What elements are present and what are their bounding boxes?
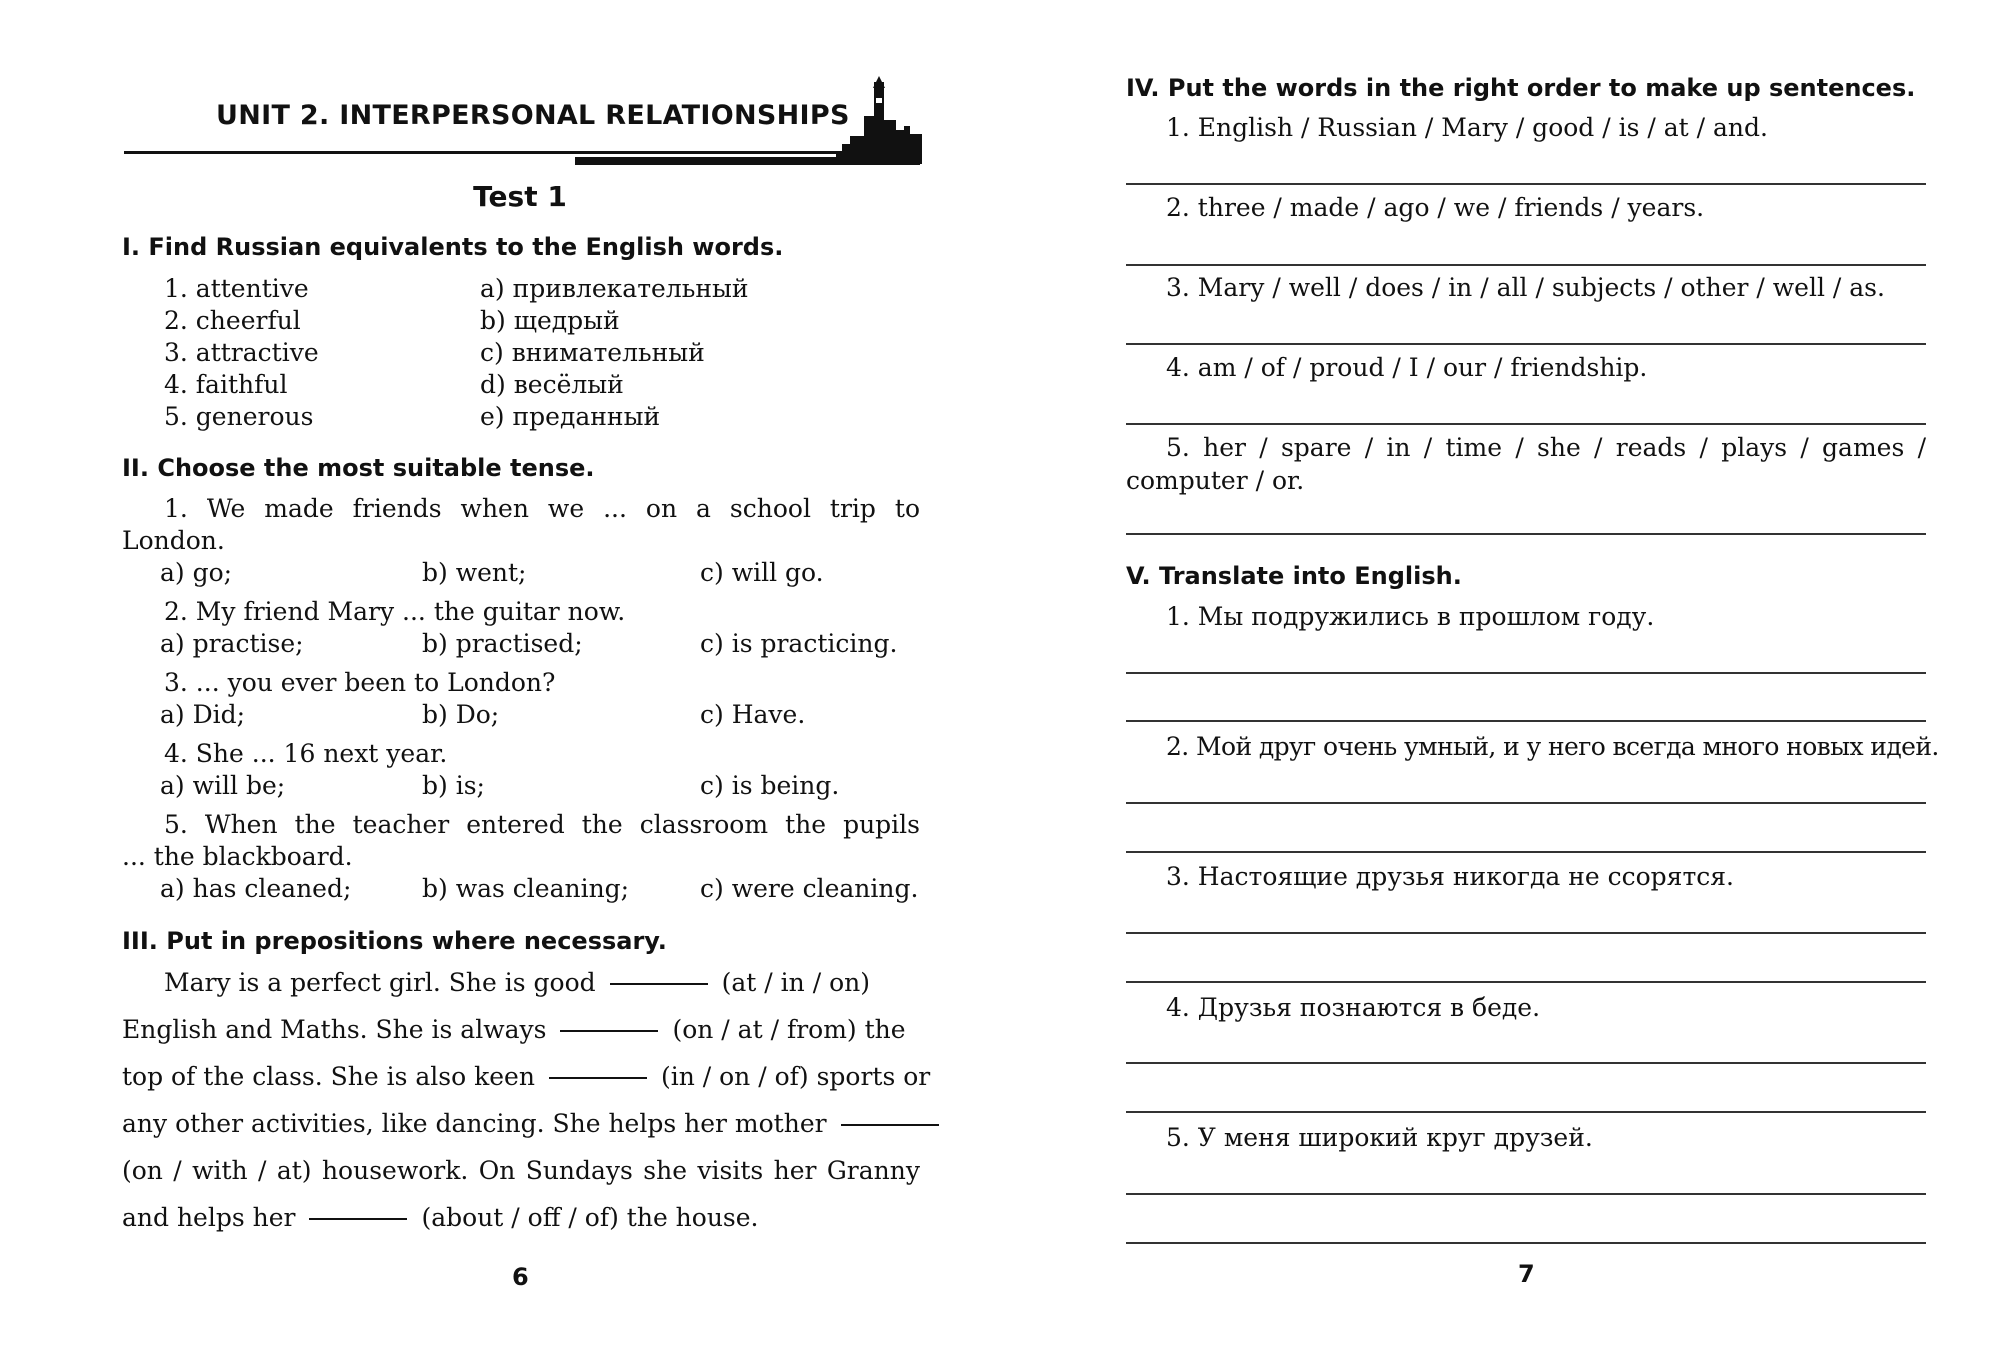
answer-line[interactable] — [1126, 183, 1926, 185]
paragraph-text: (on / with / at) housework. On Sundays she visits her Granny — [122, 1156, 920, 1185]
unit-title: UNIT 2. INTERPERSONAL RELATIONSHIPS — [216, 100, 850, 131]
answer-option: a) Did; — [160, 700, 246, 729]
answer-option: c) is being. — [700, 771, 840, 800]
answer-line[interactable] — [1126, 720, 1926, 722]
translate-item: 1. Мы подружились в прошлом году. — [1166, 602, 1655, 631]
section-3-heading: III. Put in prepositions where necessary. — [122, 927, 667, 955]
word-order-item: 2. three / made / ago / we / friends / years. — [1166, 193, 1705, 222]
fill-in-blank[interactable] — [610, 982, 708, 985]
question-text: 1. We made friends when we ... on a school trip to — [164, 494, 920, 523]
paragraph-text — [122, 1203, 759, 1232]
question-text: 4. She ... 16 next year. — [164, 739, 448, 768]
answer-line[interactable] — [1126, 1111, 1926, 1113]
paragraph-text — [122, 1109, 953, 1138]
paragraph-text — [164, 968, 870, 997]
header-rule-thin — [124, 151, 920, 154]
section-2-heading: II. Choose the most suitable tense. — [122, 454, 595, 482]
russian-equivalent: c) внимательный — [480, 338, 705, 367]
question-text: London. — [122, 526, 225, 555]
word-order-item: 4. am / of / proud / I / our / friendship. — [1166, 353, 1648, 382]
paragraph-fragment: any other activities, like dancing. She helps her mother — [122, 1109, 827, 1138]
translate-item: 4. Друзья познаются в беде. — [1166, 993, 1541, 1022]
answer-line[interactable] — [1126, 932, 1926, 934]
question-text: 5. When the teacher entered the classroom the pupils — [164, 810, 920, 839]
english-word: 5. generous — [164, 402, 314, 431]
answer-option: c) will go. — [700, 558, 824, 587]
russian-equivalent: e) преданный — [480, 402, 661, 431]
paragraph-text — [122, 1015, 906, 1044]
paragraph-text — [122, 1062, 930, 1091]
russian-equivalent: a) привлекательный — [480, 274, 749, 303]
section-5-heading: V. Translate into English. — [1126, 562, 1462, 590]
paragraph-fragment: Mary is a perfect girl. She is good — [164, 968, 596, 997]
translate-item: 5. У меня широкий круг друзей. — [1166, 1123, 1593, 1152]
answer-line[interactable] — [1126, 851, 1926, 853]
answer-option: a) will be; — [160, 771, 286, 800]
answer-line[interactable] — [1126, 981, 1926, 983]
question-text: 3. ... you ever been to London? — [164, 668, 556, 697]
preposition-choices: (in / on / of) sports or — [660, 1062, 931, 1091]
answer-option: b) went; — [422, 558, 527, 587]
page-number: 7 — [1518, 1260, 1535, 1288]
paragraph-fragment: English and Maths. She is always — [122, 1015, 547, 1044]
paragraph-fragment: and helps her — [122, 1203, 296, 1232]
english-word: 2. cheerful — [164, 306, 301, 335]
question-text: 2. My friend Mary ... the guitar now. — [164, 597, 626, 626]
answer-line[interactable] — [1126, 264, 1926, 266]
preposition-choices: (on / at / from) the — [672, 1015, 906, 1044]
word-order-item: 1. English / Russian / Mary / good / is / at / and. — [1166, 113, 1768, 142]
answer-line[interactable] — [1126, 1193, 1926, 1195]
fill-in-blank[interactable] — [560, 1029, 658, 1032]
answer-line[interactable] — [1126, 1242, 1926, 1244]
page-number: 6 — [512, 1263, 529, 1291]
answer-line[interactable] — [1126, 423, 1926, 425]
russian-equivalent: d) весёлый — [480, 370, 624, 399]
answer-option: b) Do; — [422, 700, 500, 729]
answer-option: b) is; — [422, 771, 485, 800]
answer-line[interactable] — [1126, 672, 1926, 674]
word-order-item: computer / or. — [1126, 466, 1305, 495]
answer-line[interactable] — [1126, 1062, 1926, 1064]
translate-item: 3. Настоящие друзья никогда не ссорятся. — [1166, 862, 1735, 891]
preposition-choices: (at / in / on) — [721, 968, 870, 997]
russian-equivalent: b) щедрый — [480, 306, 620, 335]
paragraph-fragment: top of the class. She is also keen — [122, 1062, 535, 1091]
right-page — [1000, 0, 2000, 1370]
answer-option: a) practise; — [160, 629, 304, 658]
translate-item: 2. Мой друг очень умный, и у него всегда много новых идей. — [1166, 732, 1939, 761]
answer-line[interactable] — [1126, 802, 1926, 804]
answer-option: b) practised; — [422, 629, 583, 658]
fill-in-blank[interactable] — [309, 1217, 407, 1220]
answer-option: c) is practicing. — [700, 629, 898, 658]
english-word: 4. faithful — [164, 370, 288, 399]
word-order-item: 5. her / spare / in / time / she / reads / plays / games / — [1166, 433, 1926, 462]
answer-option: b) was cleaning; — [422, 874, 630, 903]
word-order-item: 3. Mary / well / does / in / all / subjects / other / well / as. — [1166, 273, 1885, 302]
answer-line[interactable] — [1126, 343, 1926, 345]
preposition-choices: (about / off / of) the house. — [421, 1203, 759, 1232]
question-text: ... the blackboard. — [122, 842, 353, 871]
section-1-heading: I. Find Russian equivalents to the English words. — [122, 233, 784, 261]
answer-option: c) were cleaning. — [700, 874, 919, 903]
answer-option: a) has cleaned; — [160, 874, 352, 903]
fill-in-blank[interactable] — [841, 1123, 939, 1126]
fill-in-blank[interactable] — [549, 1076, 647, 1079]
answer-option: c) Have. — [700, 700, 806, 729]
english-word: 3. attractive — [164, 338, 319, 367]
english-word: 1. attentive — [164, 274, 309, 303]
section-4-heading: IV. Put the words in the right order to make up sentences. — [1126, 74, 1916, 102]
city-skyline-icon — [836, 76, 922, 164]
answer-option: a) go; — [160, 558, 233, 587]
test-title: Test 1 — [473, 180, 567, 213]
answer-line[interactable] — [1126, 533, 1926, 535]
